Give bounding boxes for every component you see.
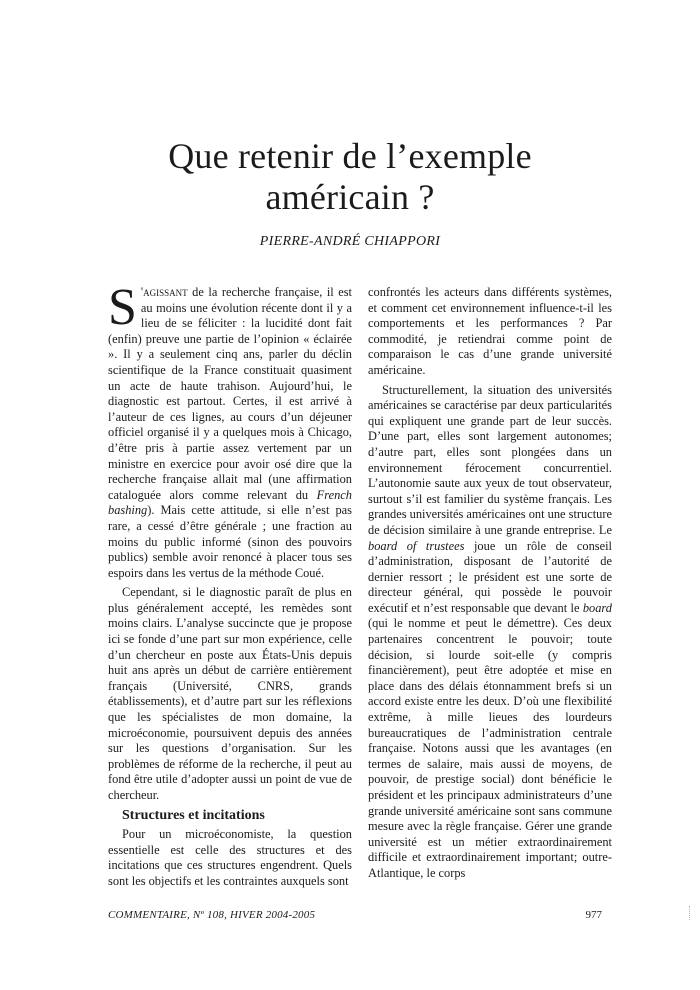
journal-reference: COMMENTAIRE, Nº 108, HIVER 2004-2005	[108, 909, 316, 921]
paragraph-1-text: de la recherche française, il est au moins une évolution récente dont il y a lieu de se féliciter : la lucidité dont fait (enfin) preuve une partie de l’opinion « éclairée ». Il y a seulement cinq ans, parler du déclin scientifique de la France constituait quasiment un acte de haute trahison. Aujourd’hui, le diagnostic est partout. Certes, il est arrivé à l’auteur de ces lignes, au cours d’un déjeuner officiel organisé il y a quelques mois à Chicago, d’être pris à partie assez vertement par un ministre en exercice pour avoir osé dire que la recherche française allait mal (une affirmation cataloguée alors comme relevant du	[108, 285, 352, 502]
paragraph-3-continued: confrontés les acteurs dans différents systèmes, et comment cet environnement influence-t-il les comportements et les performances ? Par commodité, je retiendrai comme point de comparaison le cas d’une grande université américaine.	[368, 285, 612, 377]
text-column-left	[108, 279, 352, 890]
paragraph-4	[368, 383, 612, 882]
paragraph-1	[108, 279, 352, 581]
drop-cap: S	[108, 279, 137, 336]
scan-edge-mark	[689, 906, 692, 920]
opening-smallcaps: 'agissant	[140, 285, 188, 299]
author-name: PIERRE-ANDRÉ CHIAPPORI	[259, 234, 441, 249]
paragraph-4-part-c: (qui le nomme et peut le démettre). Ces deux partenaires concentrent le pouvoir; toute décision, si lourde soit-elle (y compris financièrement), peut être adoptée et mise en place dans des délais étonnamment brefs si un accord existe entre les deux. D’où une flexibilité extrême, à mille lieues des lourdeurs bureaucratiques de l’administration centrale française. Notons aussi que les avantages (en termes de salaire, mais aussi de moyens, de pouvoir, de prestige social) dont bénéficie le président et les principaux administrateurs d’une grande université américaine sont sans commune mesure avec la règle française. Gérer une grande université est un métier extraordinairement difficile et extraordinairement important; outre-Atlantique, le corps	[368, 616, 612, 880]
page-number: 977	[585, 909, 602, 921]
paragraph-1-end: ). Mais cette attitude, si elle n’est pas rare, a cessé d’être générale ; une fraction au moins du public informé (sinon des pouvoirs publics) semble avoir renoncé à placer tous ses espoirs dans les vertus de la méthode Coué.	[108, 503, 352, 580]
paragraph-3: Pour un microéconomiste, la question essentielle est celle des structures et des incitations que ces structures engendrent. Quels sont les objectifs et les contraintes auxquels sont	[108, 827, 352, 888]
section-heading: Structures et incitations	[122, 807, 265, 823]
title-line-1: Que retenir de l’exemple	[168, 136, 532, 176]
paragraph-4-part-b: joue un rôle de conseil d’administration, disposant de l’autorité de dernier ressort ; le président est une sorte de directeur général, qui possède le pouvoir exécutif et n’est responsable que devant le	[368, 538, 612, 615]
paragraph-4-part-a: Structurellement, la situation des universités américaines se caractérise par deux particularités qui expliquent une grande part de leur succès. D’une part, elles sont largement autonomes; d’autre part, elles sont plongées dans un environnement férocement concurrentiel. L’autonomie saute aux yeux de tout observateur, surtout s’il est familier du système français. Les grandes universités américaines ont une structure de décision similaire à une grande entreprise. Le	[368, 382, 612, 537]
paragraph-2: Cependant, si le diagnostic paraît de plus en plus généralement accepté, les remèdes sont moins clairs. L’analyse succincte que je propose ici se fonde d’une part sur mon expérience, celle d’un chercheur en poste aux États-Unis depuis huit ans après un début de carrière entièrement français (Université, CNRS, grands établissements), et d’autre part sur les réflexions que les spécialistes de mon domaine, la microéconomie, poursuivent depuis des années sur les questions d’organisation. Sur les problèmes de réforme de la recherche, il peut au fond être utile d’adopter aussi un point de vue de chercheur.	[108, 585, 352, 802]
paragraph-4-italic-1: board of trustees	[368, 538, 465, 553]
paragraph-1-italic: French bashing	[108, 487, 352, 518]
text-column-right	[368, 285, 612, 882]
article-title	[0, 136, 700, 218]
title-line-2: américain ?	[265, 177, 435, 217]
paragraph-4-italic-2: board	[582, 600, 612, 615]
